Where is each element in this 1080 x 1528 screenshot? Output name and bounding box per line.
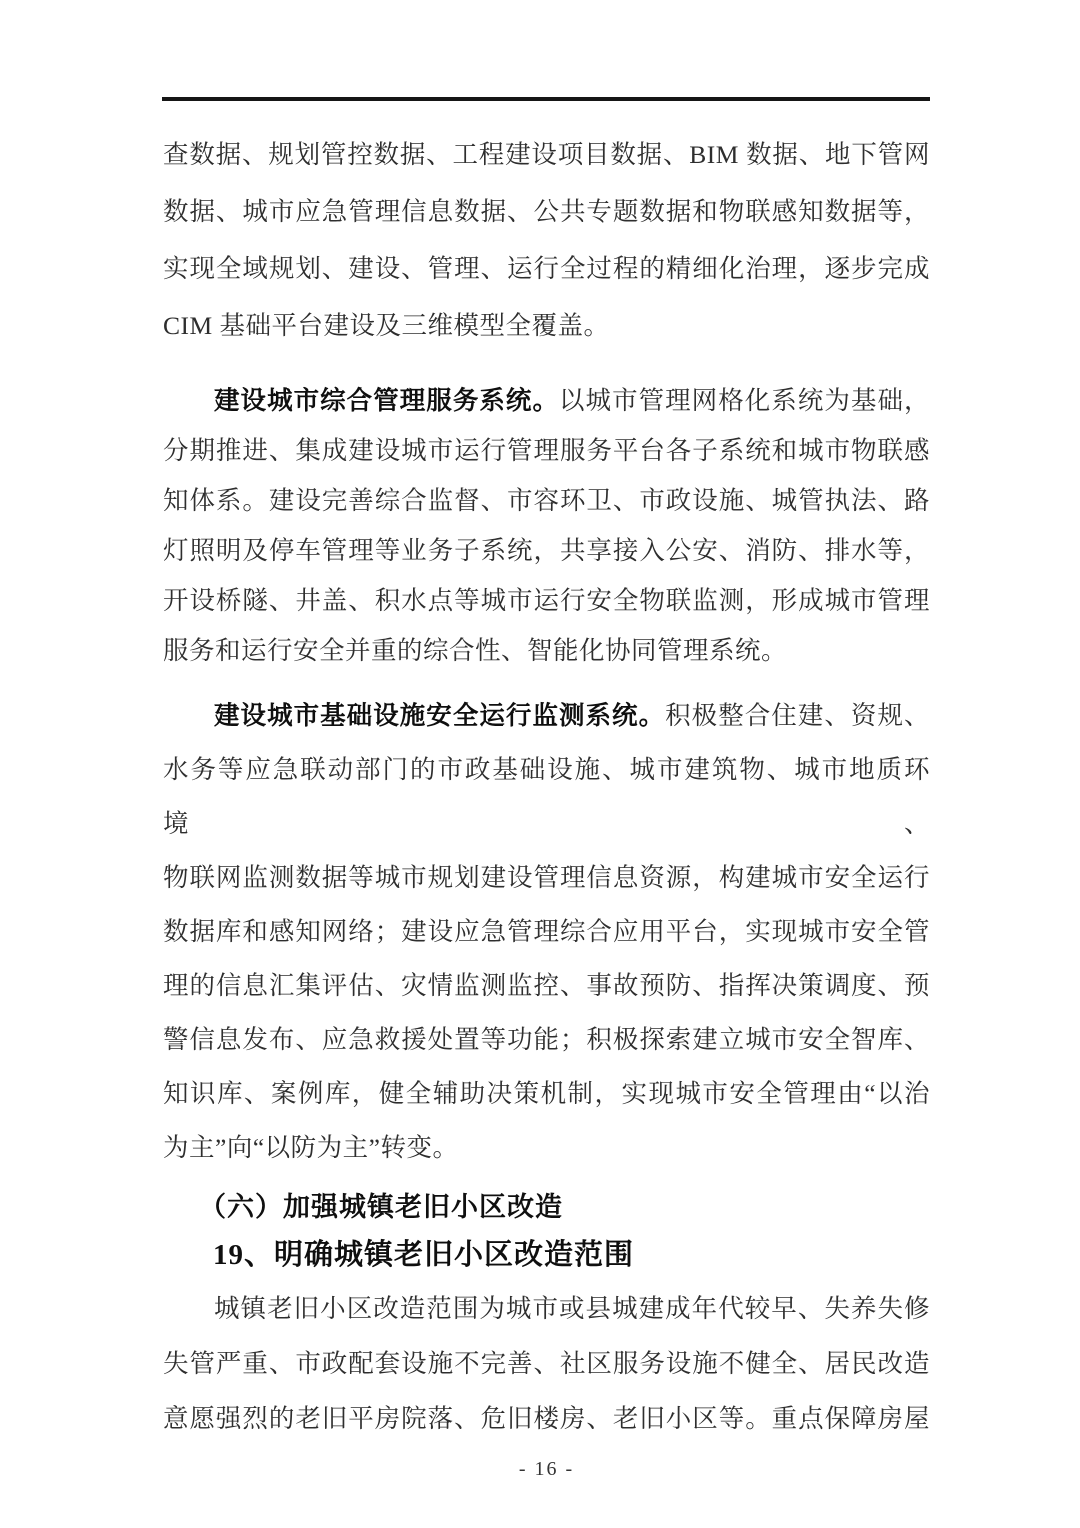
paragraph-text: 查数据、规划管控数据、工程建设项目数据、BIM 数据、地下管网 bbox=[163, 140, 930, 169]
text-line bbox=[163, 1336, 930, 1391]
paragraph-text: 知体系。建设完善综合监督、市容环卫、市政设施、城管执法、路 bbox=[163, 486, 930, 515]
paragraph-text: 数据库和感知网络；建设应急管理综合应用平台，实现城市安全管 bbox=[163, 917, 930, 946]
text-line bbox=[163, 1391, 930, 1446]
text-line bbox=[163, 1067, 930, 1121]
paragraph-text: 城镇老旧小区改造范围为城市或县城建成年代较早、失养失修 bbox=[214, 1294, 930, 1323]
text-line bbox=[163, 376, 930, 426]
text-line bbox=[163, 689, 930, 743]
paragraph-text: CIM 基础平台建设及三维模型全覆盖。 bbox=[163, 311, 610, 340]
para-cim-data bbox=[163, 126, 930, 354]
paragraph-text: 为主”向“以防为主”转变。 bbox=[163, 1133, 459, 1162]
para-infra-safety-monitor bbox=[163, 689, 930, 1175]
document-content bbox=[163, 0, 930, 1484]
paragraph-bold-lead: 建设城市基础设施安全运行监测系统。 bbox=[214, 701, 666, 730]
paragraph-text: 理的信息汇集评估、灾情监测监控、事故预防、指挥决策调度、预 bbox=[163, 971, 930, 1000]
paragraph-text: 分期推进、集成建设城市运行管理服务平台各子系统和城市物联感 bbox=[163, 436, 930, 465]
paragraph-text: 水务等应急联动部门的市政基础设施、城市建筑物、城市地质环境、 bbox=[163, 755, 930, 838]
text-line bbox=[163, 1013, 930, 1067]
text-line bbox=[163, 297, 930, 354]
text-line bbox=[163, 626, 930, 676]
text-line bbox=[163, 126, 930, 183]
paragraph-text: 失管严重、市政配套设施不完善、社区服务设施不健全、居民改造 bbox=[163, 1349, 930, 1378]
paragraph-text: 积极整合住建、资规、 bbox=[665, 701, 930, 730]
text-line bbox=[163, 426, 930, 476]
paragraph-text: 开设桥隧、井盖、积水点等城市运行安全物联监测，形成城市管理 bbox=[163, 586, 930, 615]
paragraph-text: 意愿强烈的老旧平房院落、危旧楼房、老旧小区等。重点保障房屋 bbox=[163, 1404, 930, 1433]
paragraph-text: 警信息发布、应急救援处置等功能；积极探索建立城市安全智库、 bbox=[163, 1025, 930, 1054]
para-city-mgmt-system bbox=[163, 376, 930, 676]
text-line bbox=[163, 183, 930, 240]
text-line bbox=[163, 476, 930, 526]
text-line bbox=[163, 526, 930, 576]
paragraph-text: 数据、城市应急管理信息数据、公共专题数据和物联感知数据等， bbox=[163, 197, 930, 226]
para-old-district-scope bbox=[163, 1281, 930, 1446]
paragraph-text: 服务和运行安全并重的综合性、智能化协同管理系统。 bbox=[163, 636, 788, 665]
text-line bbox=[163, 959, 930, 1013]
heading-section-6: （六）加强城镇老旧小区改造 bbox=[199, 1192, 563, 1222]
paragraph-text: 知识库、案例库，健全辅助决策机制，实现城市安全管理由“以治 bbox=[163, 1079, 930, 1108]
paragraph-text: 物联网监测数据等城市规划建设管理信息资源，构建城市安全运行 bbox=[163, 863, 930, 892]
text-line bbox=[163, 1121, 930, 1175]
paragraph-text: 灯照明及停车管理等业务子系统，共享接入公安、消防、排水等， bbox=[163, 536, 930, 565]
paragraph-text: 以城市管理网格化系统为基础， bbox=[559, 386, 930, 415]
text-line bbox=[163, 576, 930, 626]
paragraph-text: 实现全域规划、建设、管理、运行全过程的精细化治理，逐步完成 bbox=[163, 254, 930, 283]
page-number: - 16 - bbox=[518, 1458, 575, 1480]
text-line bbox=[163, 851, 930, 905]
text-line bbox=[163, 240, 930, 297]
paragraph-bold-lead: 建设城市综合管理服务系统。 bbox=[214, 386, 559, 415]
text-line bbox=[163, 743, 930, 851]
text-line bbox=[163, 1281, 930, 1336]
text-line bbox=[163, 905, 930, 959]
heading-item-19: 19、明确城镇老旧小区改造范围 bbox=[213, 1239, 635, 1271]
